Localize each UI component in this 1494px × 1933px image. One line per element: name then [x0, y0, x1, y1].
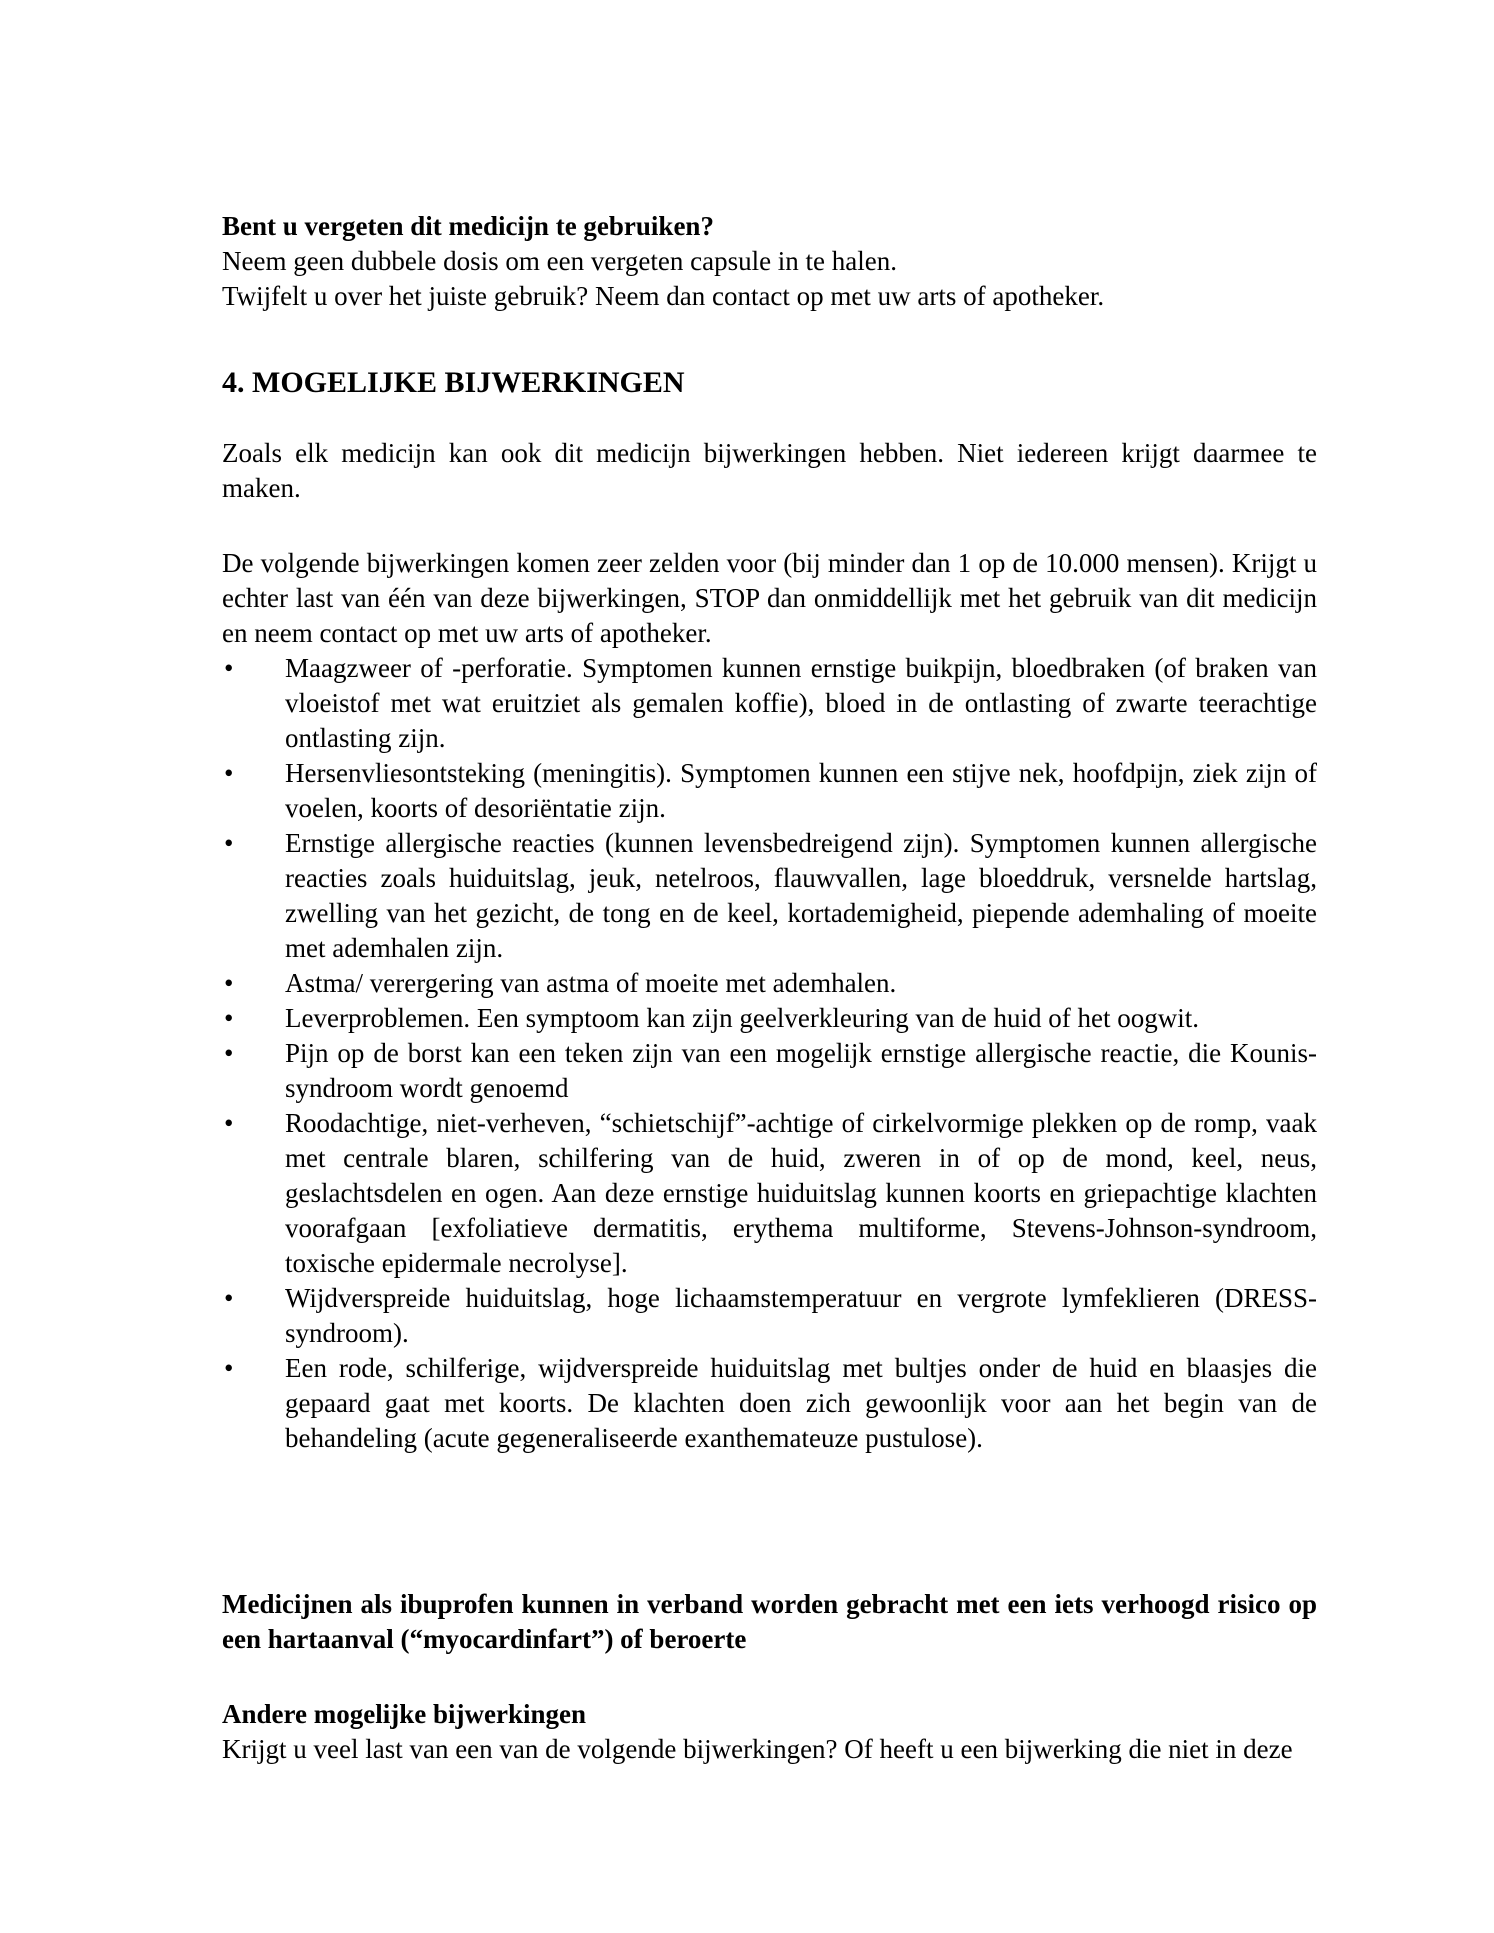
list-item-text: Roodachtige, niet-verheven, “schietschijf”-achtige of cirkelvormige plekken op de romp, vaak met centrale blaren, schilfering van de huid, zweren in of op de mond, keel, neus, geslachtsdelen en ogen. Aan deze ernstige huiduitslag kunnen koorts en griepachtige klachten voorafgaan [exfoliatieve dermatitis, erythema multiforme, Stevens-Johnson-syndroom, toxische epidermale necrolyse].: [285, 1108, 1317, 1278]
bullet-icon: •: [224, 968, 234, 998]
bullet-icon: •: [224, 1353, 234, 1383]
forgot-dose-heading: Bent u vergeten dit medicijn te gebruiken?: [222, 211, 714, 241]
forgot-dose-section: [222, 209, 1317, 314]
bullet-icon: •: [224, 758, 234, 788]
bullet-icon: •: [224, 1038, 234, 1068]
bullet-icon: •: [224, 1283, 234, 1313]
section-4-heading: 4. MOGELIJKE BIJWERKINGEN: [222, 366, 685, 399]
other-side-effects-heading: Andere mogelijke bijwerkingen: [222, 1699, 586, 1729]
list-item-text: Een rode, schilferige, wijdverspreide huiduitslag met bultjes onder de huid en blaasjes die gepaard gaat met koorts. De klachten doen zich gewoonlijk voor aan het begin van de behandeling (acute gegeneraliseerde exanthemateuze pustulose).: [285, 1353, 1317, 1453]
cardiovascular-warning-paragraph: Medicijnen als ibuprofen kunnen in verband worden gebracht met een iets verhoogd risico op een hartaanval (“myocardinfart”) of beroerte: [222, 1589, 1317, 1654]
side-effects-list: [222, 651, 1317, 1456]
list-item-text: Ernstige allergische reacties (kunnen levensbedreigend zijn). Symptomen kunnen allergische reacties zoals huiduitslag, jeuk, netelroos, flauwvallen, lage bloeddruk, versnelde hartslag, zwelling van het gezicht, de tong en de keel, kortademigheid, piepende ademhaling of moeite met ademhalen zijn.: [285, 828, 1317, 963]
bullet-icon: •: [224, 828, 234, 858]
list-item-text: Leverproblemen. Een symptoom kan zijn geelverkleuring van de huid of het oogwit.: [285, 1003, 1199, 1033]
list-item-text: Maagzweer of -perforatie. Symptomen kunnen ernstige buikpijn, bloedbraken (of braken van vloeistof met wat eruitziet als gemalen koffie), bloed in de ontlasting of zwarte teerachtige ontlasting zijn.: [285, 653, 1317, 753]
list-item: [222, 1351, 1317, 1456]
list-item: [222, 1001, 1317, 1036]
list-item-text: Wijdverspreide huiduitslag, hoge lichaamstemperatuur en vergrote lymfeklieren (DRESS-syndroom).: [285, 1283, 1317, 1348]
list-item-text: Hersenvliesontsteking (meningitis). Symptomen kunnen een stijve nek, hoofdpijn, ziek zijn of voelen, koorts of desoriëntatie zijn.: [285, 758, 1317, 823]
list-item: [222, 1036, 1317, 1106]
list-item-text: Astma/ verergering van astma of moeite met ademhalen.: [285, 968, 897, 998]
bullet-icon: •: [224, 1108, 234, 1138]
list-item: [222, 756, 1317, 826]
other-side-effects-line: Krijgt u veel last van een van de volgende bijwerkingen? Of heeft u een bijwerking die niet in deze: [222, 1734, 1293, 1764]
bullet-icon: •: [224, 1003, 234, 1033]
list-item-text: Pijn op de borst kan een teken zijn van een mogelijk ernstige allergische reactie, die Kounis-syndroom wordt genoemd: [285, 1038, 1317, 1103]
list-item: [222, 826, 1317, 966]
section-4-intro-paragraph: Zoals elk medicijn kan ook dit medicijn bijwerkingen hebben. Niet iedereen krijgt daarmee te maken.: [222, 438, 1317, 503]
list-item: [222, 1281, 1317, 1351]
rare-side-effects-paragraph: De volgende bijwerkingen komen zeer zelden voor (bij minder dan 1 op de 10.000 mensen). Krijgt u echter last van één van deze bijwerkingen, STOP dan onmiddellijk met het gebruik van dit medicijn en neem contact op met uw arts of apotheker.: [222, 548, 1317, 648]
list-item: [222, 966, 1317, 1001]
forgot-dose-line-1: Neem geen dubbele dosis om een vergeten capsule in te halen.: [222, 246, 898, 276]
list-item: [222, 1106, 1317, 1281]
bullet-icon: •: [224, 653, 234, 683]
list-item: [222, 651, 1317, 756]
forgot-dose-line-2: Twijfelt u over het juiste gebruik? Neem dan contact op met uw arts of apotheker.: [222, 281, 1105, 311]
